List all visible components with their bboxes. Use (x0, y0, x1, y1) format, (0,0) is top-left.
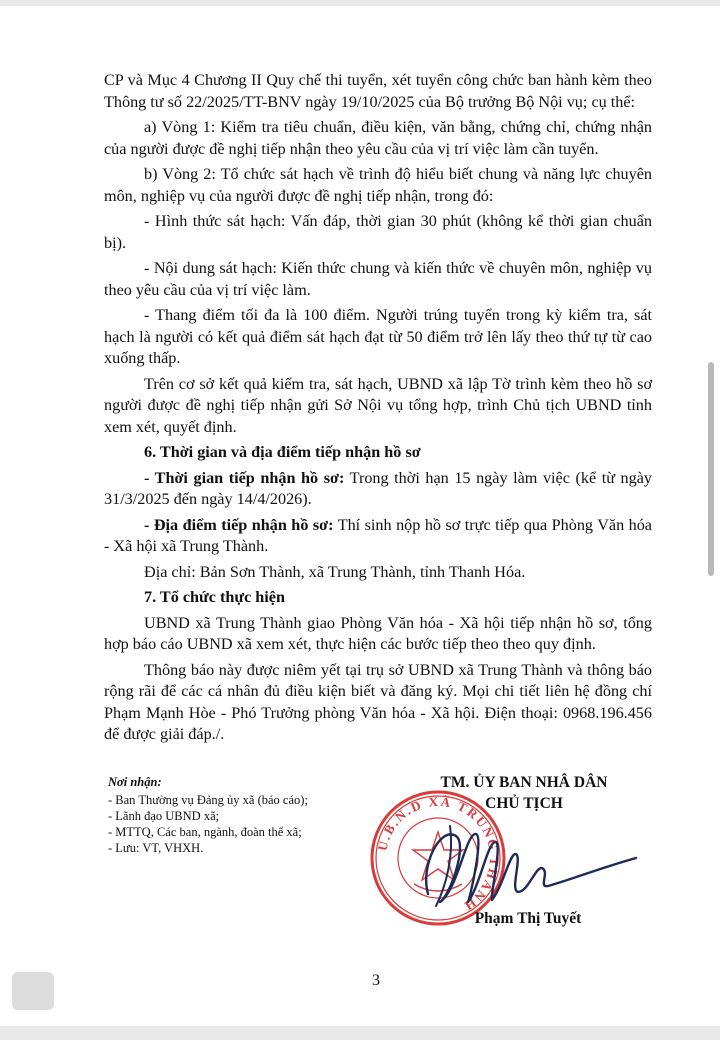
recipients-list (108, 792, 378, 856)
paragraph-round-2: b) Vòng 2: Tổ chức sát hạch về trình độ hiểu biết chung và năng lực chuyên môn, nghiệp vụ của người được đề nghị tiếp nhận, trong đó: (104, 165, 652, 205)
document-body (104, 70, 652, 750)
section-heading-7: 7. Tổ chức thực hiện (144, 588, 285, 606)
paragraph-receive-place (104, 515, 652, 558)
signature-icon (410, 806, 650, 916)
recipients-block (108, 774, 378, 856)
receive-place-text: Thí sinh nộp hồ sơ trực tiếp qua Phòng Văn hóa - Xã hội xã Trung Thành. (104, 515, 652, 555)
paragraph-exam-form: - Hình thức sát hạch: Vấn đáp, thời gian 30 phút (không kể thời gian chuẩn bị). (104, 212, 652, 252)
recipient-item: - Lưu: VT, VHXH. (108, 840, 378, 856)
paragraph-exam-content: - Nội dung sát hạch: Kiến thức chung và kiến thức về chuyên môn, nghiệp vụ theo yêu cầu của vị trí việc làm. (104, 259, 652, 299)
paragraph-round-1: a) Vòng 1: Kiểm tra tiêu chuẩn, điều kiện, văn bằng, chứng chỉ, chứng nhận của người được đề nghị tiếp nhận theo yêu cầu của vị trí việc làm cần tuyển. (104, 118, 652, 158)
receive-time-text: Trong thời hạn 15 ngày làm việc (kể từ ngày 31/3/2025 đến ngày 14/4/2026). (104, 468, 652, 508)
scrollbar-thumb[interactable] (708, 362, 714, 576)
section-heading-6: 6. Thời gian và địa điểm tiếp nhận hồ sơ (144, 443, 421, 461)
receive-time-label: - Thời gian tiếp nhận hồ sơ: (144, 468, 345, 487)
recipient-item: - Ban Thường vụ Đảng ủy xã (báo cáo); (108, 792, 378, 808)
recipient-item: - Lãnh đạo UBND xã; (108, 808, 378, 824)
document-page (0, 6, 720, 1026)
recipients-title: Nơi nhận: (108, 775, 162, 789)
paragraph-receive-time (104, 468, 652, 511)
paragraph-intro: CP và Mục 4 Chương II Quy chế thi tuyển, xét tuyển công chức ban hành kèm theo Thông tư số 22/2025/TT-BNV ngày 19/10/2025 của Bộ trưởng Bộ Nội vụ; cụ thể: (104, 71, 652, 111)
receive-place-label: - Địa điểm tiếp nhận hồ sơ: (144, 515, 334, 534)
paragraph-score-scale: - Thang điểm tối đa là 100 điểm. Người trúng tuyển trong kỳ kiểm tra, sát hạch là người có kết quả điểm sát hạch đạt từ 50 điểm trở lên lấy theo thứ tự từ cao xuống thấp. (104, 306, 652, 367)
floating-action-button[interactable] (12, 972, 54, 1010)
paragraph-address: Địa chỉ: Bản Sơn Thành, xã Trung Thành, tỉnh Thanh Hóa. (144, 562, 526, 581)
paragraph-announcement: Thông báo này được niêm yết tại trụ sở UBND xã Trung Thành và thông báo rộng rãi để các cá nhân đủ điều kiện biết và đăng ký. Mọi chi tiết liên hệ đồng chí Phạm Mạnh Hòe - Phó Trưởng phòng Văn hóa - Xã hội. Điện thoại: 0968.196.456 để được giải đáp./. (104, 660, 652, 743)
recipient-item: - MTTQ, Các ban, ngành, đoàn thể xã; (108, 824, 378, 840)
paragraph-implementation: UBND xã Trung Thành giao Phòng Văn hóa - Xã hội tiếp nhận hồ sơ, tổng hợp báo cáo UBND xã xem xét, thực hiện các bước tiếp theo theo quy định. (104, 613, 652, 653)
signature-line-2: CHỦ TỊCH (485, 795, 563, 812)
paragraph-basis: Trên cơ sở kết quả kiểm tra, sát hạch, UBND xã lập Tờ trình kèm theo hồ sơ người được đề nghị tiếp nhận gửi Sở Nội vụ tổng hợp, trình Chủ tịch UBND tỉnh xem xét, quyết định. (104, 374, 652, 436)
signer-name: Phạm Thị Tuyết (474, 910, 582, 927)
page-number: 3 (372, 972, 380, 989)
seal-text: U.B.N.D XÃ TRUNG THÀNH (374, 793, 503, 915)
signature-line-1: TM. ỦY BAN NHÂ DÂN (440, 774, 608, 791)
